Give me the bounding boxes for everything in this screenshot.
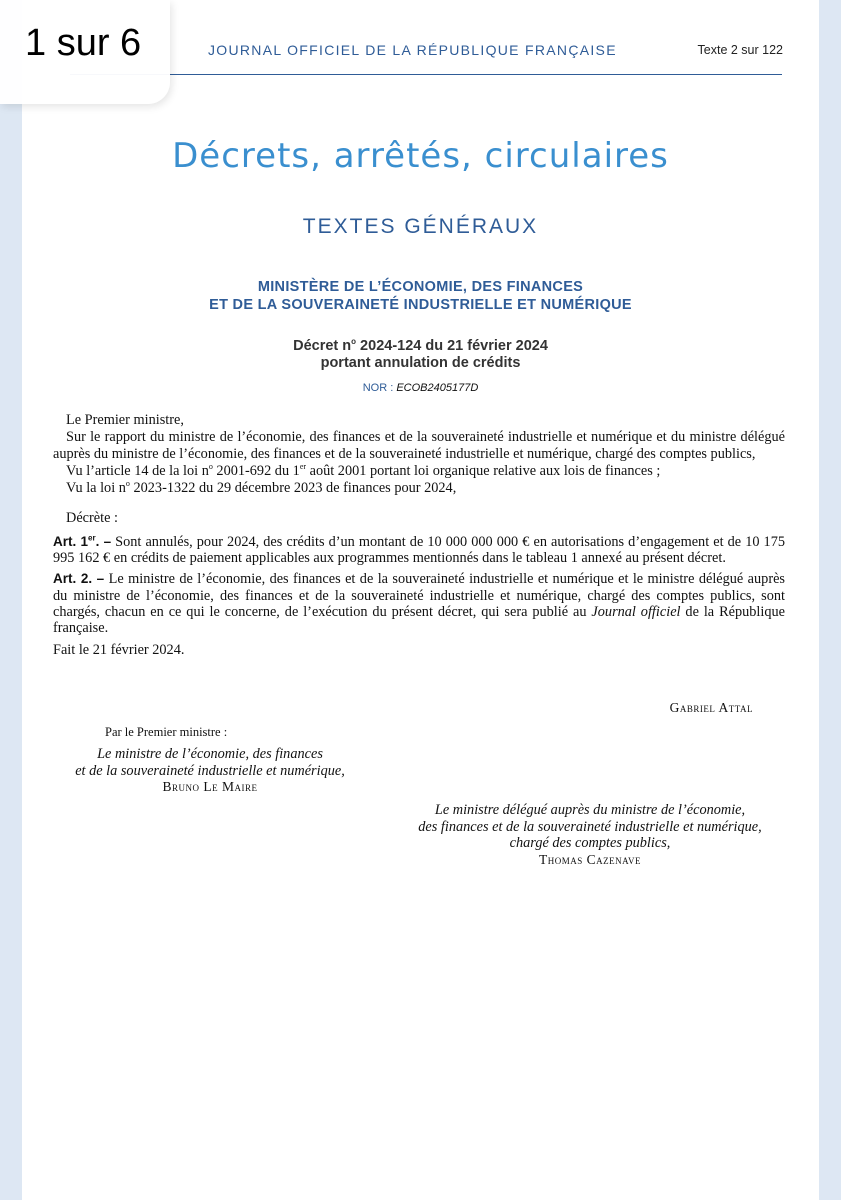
left-role-line-2: et de la souveraineté industrielle et numérique, [75,762,345,779]
article-1-label [53,534,111,549]
par-le-premier-ministre: Par le Premier ministre : [105,725,228,739]
signature-economy-minister [40,746,380,796]
visa-finance-law [53,480,785,496]
article-1 [53,534,785,567]
prime-minister-signature: Gabriel Attal [669,700,753,715]
left-signatory-name: Bruno Le Maire [162,779,258,794]
nor-reference [0,382,841,394]
decree-number-line [0,338,841,355]
article-2-text-b: de la République française. [53,603,785,637]
ministry-heading [0,278,841,314]
nor-value: ECOB2405177D [396,382,479,394]
article-1-label-sup: er [88,533,96,543]
right-role-line-3: chargé des comptes publics, [509,835,671,851]
nor-label: NOR : [362,382,397,394]
decree-subtitle: portant annulation de crédits [320,355,521,371]
visa-1-sup-2: er [299,462,307,472]
visa-1-part-a: Vu l’article 14 de la loi n [66,462,209,479]
article-2-label: Art. 2. – [53,571,105,587]
decree-body [53,412,785,659]
visa-2-part-b: 2023-1322 du 29 décembre 2023 de finances pour 2024, [129,480,457,497]
decree-title-rest: 2024-124 du 21 février 2024 [356,338,548,354]
section-title: Décrets, arrêtés, circulaires [172,136,669,176]
text-counter: Texte 2 sur 122 [697,43,783,57]
opening-line: Le Premier ministre, [66,412,184,428]
decrete-line: Décrète : [66,510,118,527]
left-role-line-1: Le ministre de l’économie, des finances [97,746,323,762]
visa-2-sup: o [125,479,130,489]
article-2-text-a: Le ministre de l’économie, des finances et de la souveraineté industrielle et numérique et le ministre délégué auprès du ministre de l’économie, des finances et de la souveraineté industrielle et numérique, chargé des comptes publics, sont chargés, chacun en ce qui le concerne, de l’exécution du présent décret, qui sera publié au [53,571,785,620]
ministry-line-1: MINISTÈRE DE L’ÉCONOMIE, DES FINANCES [257,279,584,295]
page-indicator-label: 1 sur 6 [25,22,142,64]
right-role-line-2: des finances et de la souveraineté industrielle et numérique, [418,818,762,835]
report-paragraph: Sur le rapport du ministre de l’économie, des finances et de la souveraineté industrielle et numérique et du ministre délégué auprès du ministre de l’économie, des finances et de la souveraineté industrielle et numérique, chargé des comptes publics, [53,429,785,462]
fait-le-line: Fait le 21 février 2024. [53,641,185,658]
article-1-text: Sont annulés, pour 2024, des crédits d’un montant de 10 000 000 000 € en autorisations d’engagement et de 10 175 995 162 € en crédits de paiement applicables aux programmes mentionnés dans le tableau 1 annexé au présent décret. [53,533,786,567]
article-2 [53,571,785,636]
ministry-line-2: ET DE LA SOUVERAINETÉ INDUSTRIELLE ET NUMÉRIQUE [209,297,632,313]
visa-2-part-a: Vu la loi n [66,480,126,497]
right-signatory-name: Thomas Cazenave [539,851,641,867]
article-1-label-b: . – [95,533,112,549]
visa-1-part-b: 2001-692 du 1 [212,462,300,479]
visa-1-sup-1: o [208,462,213,472]
header-divider [70,74,782,75]
article-1-label-a: Art. 1 [53,533,89,549]
visa-1-part-c: août 2001 portant loi organique relative aux lois de finances ; [306,462,661,479]
visa-article-14 [53,463,785,479]
signature-delegate-minister [380,802,800,868]
decree-title [0,338,841,372]
subsection-title: TEXTES GÉNÉRAUX [302,215,539,238]
right-role-line-1: Le ministre délégué auprès du ministre de l’économie, [434,802,746,818]
decree-title-sup: o [351,337,357,347]
article-2-journal-italic: Journal officiel [591,603,681,620]
journal-title: JOURNAL OFFICIEL DE LA RÉPUBLIQUE FRANÇAISE [208,42,617,58]
page-indicator-badge [0,0,170,104]
decree-title-prefix: Décret n [293,338,352,354]
